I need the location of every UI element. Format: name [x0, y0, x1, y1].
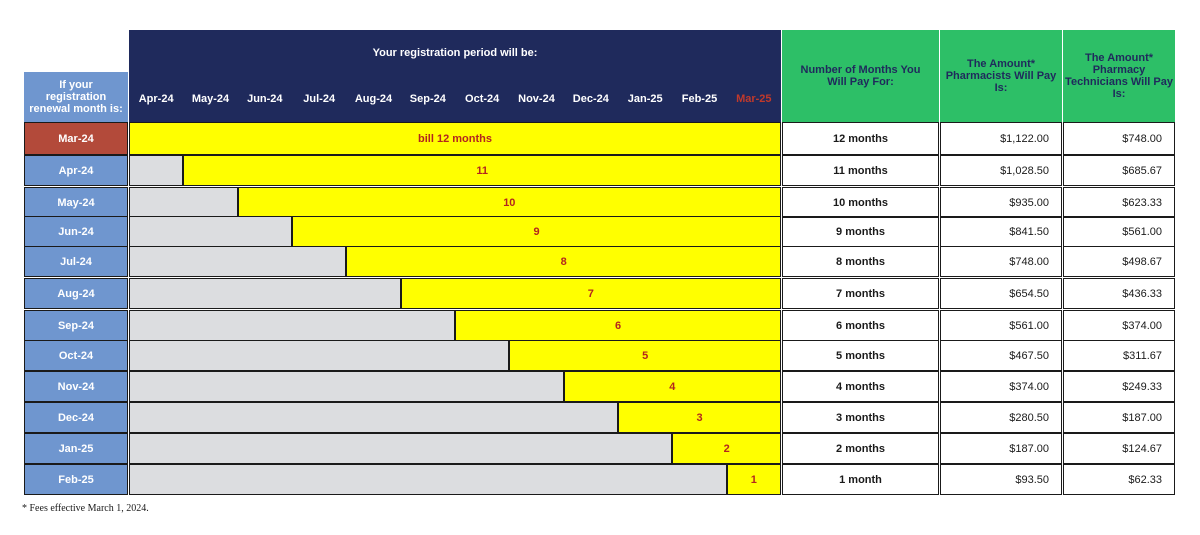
pharmacist-column-label: The Amount* Pharmacists Will Pay Is:: [945, 58, 1057, 94]
months-cell: 4 months: [782, 371, 939, 402]
technician-amount-cell: $498.67: [1063, 246, 1175, 277]
months-column-header: [782, 30, 939, 122]
technician-column-label: The Amount* Pharmacy Technicians Will Pay Is:: [1065, 52, 1173, 100]
unpaid-period-bar: [129, 371, 564, 402]
renewal-month-cell: Aug-24: [24, 278, 128, 309]
period-month-label: Nov-24: [518, 93, 555, 105]
period-month-label: Aug-24: [354, 93, 393, 105]
period-month-label: Jan-25: [627, 93, 663, 105]
unpaid-period-bar: [129, 246, 346, 277]
period-month-label: Jun-24: [247, 93, 283, 105]
unpaid-period-bar: [129, 310, 455, 341]
billed-period-bar: 11: [183, 155, 781, 186]
months-cell: 8 months: [782, 246, 939, 277]
billed-period-bar: 5: [509, 340, 781, 371]
pharmacist-column-header: [940, 30, 1062, 122]
unpaid-period-bar: [129, 216, 292, 247]
months-cell: 10 months: [782, 187, 939, 218]
period-month-label: Apr-24: [138, 93, 174, 105]
months-cell: 9 months: [782, 216, 939, 247]
pharmacist-amount-cell: $467.50: [940, 340, 1062, 371]
billed-period-bar: 10: [238, 187, 781, 218]
unpaid-period-bar: [129, 340, 509, 371]
billed-period-bar: bill 12 months: [129, 122, 781, 155]
renewal-month-cell: Oct-24: [24, 340, 128, 371]
technician-amount-cell: $436.33: [1063, 278, 1175, 309]
technician-amount-cell: $124.67: [1063, 433, 1175, 464]
renewal-month-cell: Feb-25: [24, 464, 128, 495]
technician-amount-cell: $561.00: [1063, 216, 1175, 247]
renewal-month-cell: Dec-24: [24, 402, 128, 433]
renewal-month-cell: Apr-24: [24, 155, 128, 186]
footnote: * Fees effective March 1, 2024.: [22, 503, 149, 514]
pharmacist-amount-cell: $93.50: [940, 464, 1062, 495]
billed-period-bar: 8: [346, 246, 781, 277]
technician-amount-cell: $311.67: [1063, 340, 1175, 371]
period-month-label: Dec-24: [572, 93, 609, 105]
billed-period-bar: 3: [618, 402, 781, 433]
months-cell: 11 months: [782, 155, 939, 186]
pharmacist-amount-cell: $187.00: [940, 433, 1062, 464]
technician-column-header: [1063, 30, 1175, 122]
billed-period-bar: 4: [564, 371, 781, 402]
unpaid-period-bar: [129, 464, 727, 495]
technician-amount-cell: $374.00: [1063, 310, 1175, 341]
pharmacist-amount-cell: $1,028.50: [940, 155, 1062, 186]
period-month-label: Sep-24: [409, 93, 446, 105]
renewal-month-cell: Sep-24: [24, 310, 128, 341]
pharmacist-amount-cell: $280.50: [940, 402, 1062, 433]
renewal-month-cell: Nov-24: [24, 371, 128, 402]
period-month-label: Mar-25: [736, 93, 772, 105]
unpaid-period-bar: [129, 433, 672, 464]
period-title-header: [129, 30, 781, 76]
billed-period-bar: 1: [727, 464, 781, 495]
technician-amount-cell: $249.33: [1063, 371, 1175, 402]
renewal-month-label: If your registration renewal month is:: [29, 79, 123, 115]
pharmacist-amount-cell: $841.50: [940, 216, 1062, 247]
period-month-label: May-24: [191, 93, 230, 105]
pharmacist-amount-cell: $654.50: [940, 278, 1062, 309]
pharmacist-amount-cell: $561.00: [940, 310, 1062, 341]
months-column-label: Number of Months You Will Pay For:: [800, 64, 921, 88]
billed-period-bar: 9: [292, 216, 781, 247]
renewal-month-cell: Mar-24: [24, 122, 128, 155]
months-cell: 6 months: [782, 310, 939, 341]
renewal-month-cell: May-24: [24, 187, 128, 218]
pharmacist-amount-cell: $748.00: [940, 246, 1062, 277]
period-months-header: [129, 76, 781, 122]
technician-amount-cell: $62.33: [1063, 464, 1175, 495]
pharmacist-amount-cell: $374.00: [940, 371, 1062, 402]
months-cell: 3 months: [782, 402, 939, 433]
unpaid-period-bar: [129, 402, 618, 433]
months-cell: 7 months: [782, 278, 939, 309]
months-cell: 12 months: [782, 122, 939, 155]
period-month-label: Jul-24: [303, 93, 336, 105]
months-cell: 2 months: [782, 433, 939, 464]
period-month-label: Oct-24: [465, 93, 500, 105]
unpaid-period-bar: [129, 278, 401, 309]
renewal-month-header: [24, 72, 128, 122]
billed-period-bar: 2: [672, 433, 781, 464]
unpaid-period-bar: [129, 155, 183, 186]
pharmacist-amount-cell: $935.00: [940, 187, 1062, 218]
billed-period-bar: 7: [401, 278, 781, 309]
technician-amount-cell: $748.00: [1063, 122, 1175, 155]
period-title: Your registration period will be:: [372, 47, 538, 59]
months-cell: 5 months: [782, 340, 939, 371]
pharmacist-amount-cell: $1,122.00: [940, 122, 1062, 155]
technician-amount-cell: $187.00: [1063, 402, 1175, 433]
technician-amount-cell: $623.33: [1063, 187, 1175, 218]
period-month-label: Feb-25: [681, 93, 718, 105]
renewal-month-cell: Jan-25: [24, 433, 128, 464]
renewal-month-cell: Jul-24: [24, 246, 128, 277]
months-cell: 1 month: [782, 464, 939, 495]
technician-amount-cell: $685.67: [1063, 155, 1175, 186]
unpaid-period-bar: [129, 187, 238, 218]
billed-period-bar: 6: [455, 310, 781, 341]
renewal-month-cell: Jun-24: [24, 216, 128, 247]
